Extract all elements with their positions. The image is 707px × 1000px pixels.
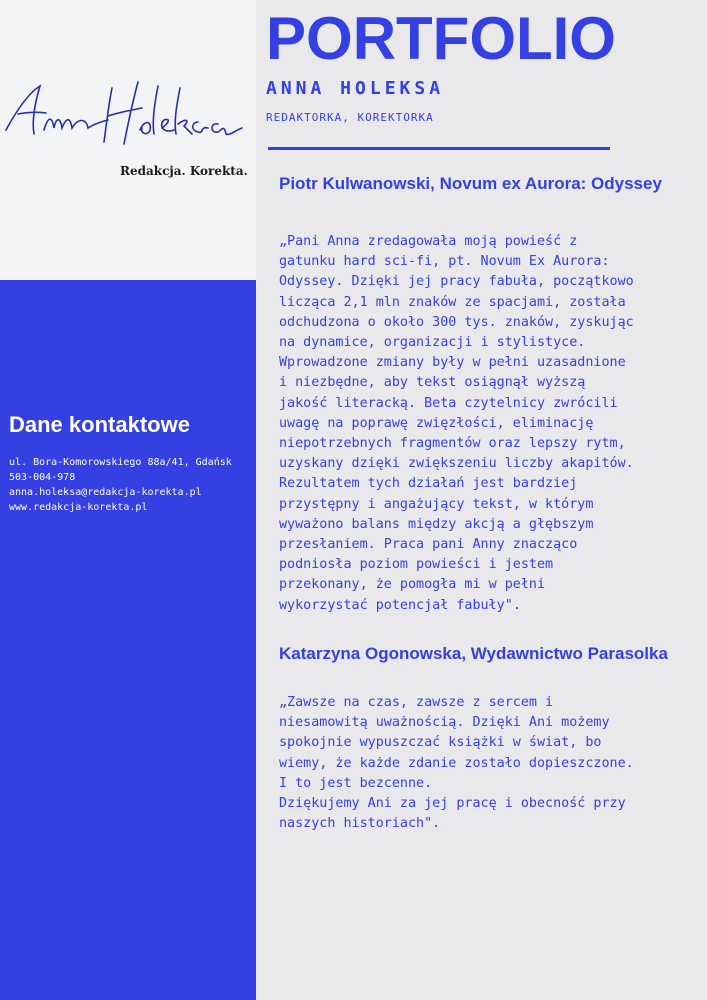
contact-email[interactable]: anna.holeksa@redakcja-korekta.pl bbox=[9, 487, 202, 498]
contact-panel bbox=[0, 280, 256, 1000]
page-title: PORTFOLIO bbox=[266, 5, 616, 72]
logo-tagline: Redakcja. Korekta. bbox=[120, 164, 248, 178]
contact-website[interactable]: www.redakcja-korekta.pl bbox=[9, 502, 148, 513]
signature-text: AnnaHoleksa bbox=[4, 78, 11, 79]
contact-title: Dane kontaktowe bbox=[9, 412, 190, 437]
contact-phone[interactable]: 503-004-978 bbox=[9, 472, 76, 483]
header-divider bbox=[268, 147, 610, 150]
signature-logo bbox=[4, 78, 249, 158]
review-text: „Zawsze na czas, zawsze z sercem i niesamowitą uważnością. Dzięki Ani możemy spokojnie wypuszczać książki w świat, bo wiemy, że każde zdanie zostało dopieszczone. I to jest bezcenne. Dziękujemy Ani za jej pracę i obecność przy naszych historiach". bbox=[279, 695, 634, 832]
review-text: „Pani Anna zredagowała moją powieść z gatunku hard sci-fi, pt. Novum Ex Aurora: Odyssey. Dzięki jej pracy fabuła, początkowo licząca 2,1 mln znaków ze spacjami, została odchudzona o około 300 tys. znaków, zyskując na dynamice, organizacji i stylistyce. Wprowadzone zmiany były w pełni uzasadnione i niezbędne, aby tekst osiągnął wyższą jakość literacką. Beta czytelnicy zwrócili uwagę na poprawę zwięzłości, eliminację niepotrzebnych fragmentów oraz lepszy rytm, uzyskany dzięki zwiększeniu liczby akapitów. Rezultatem tych działań jest bardziej przystępny i angażujący tekst, w którym wyważono balans między akcją a głębszym przesłaniem. Praca pani Anny znacząco podniosła poziom powieści i jestem przekonany, że pomogła mi w pełni wykorzystać potencjał fabuły". bbox=[279, 234, 634, 613]
review-author: Piotr Kulwanowski, Novum ex Aurora: Odyssey bbox=[279, 174, 662, 193]
contact-details bbox=[9, 455, 254, 515]
review-author: Katarzyna Ogonowska, Wydawnictwo Parasolka bbox=[279, 644, 668, 663]
author-name: ANNA HOLEKSA bbox=[266, 78, 445, 99]
author-role: REDAKTORKA, KOREKTORKA bbox=[266, 111, 434, 124]
contact-address: ul. Bora-Komorowskiego 88a/41, Gdańsk bbox=[9, 457, 232, 468]
